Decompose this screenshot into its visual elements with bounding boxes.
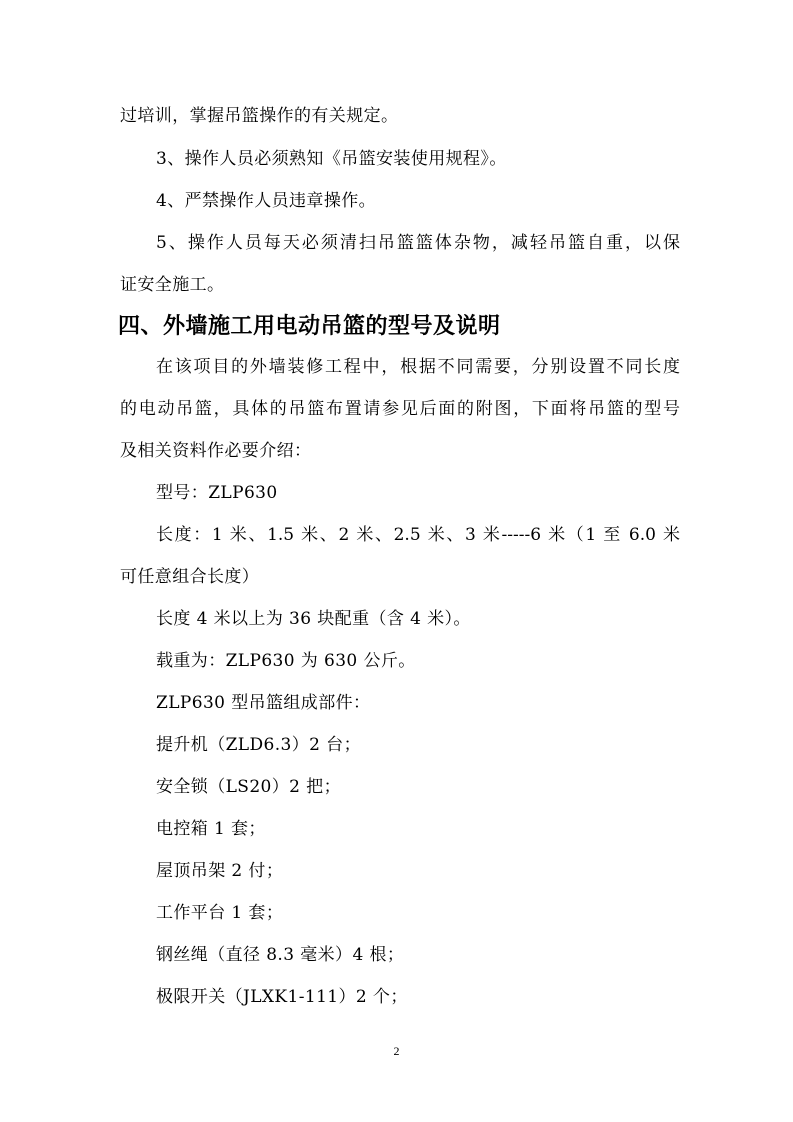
page-number: 2: [393, 1044, 400, 1058]
paragraph-line: 钢丝绳（直径 8.3 毫米）4 根；: [156, 945, 405, 965]
paragraph-line: 型号：ZLP630: [156, 483, 278, 503]
paragraph-line: 过培训，掌握吊篮操作的有关规定。: [120, 106, 399, 126]
paragraph-line: 3、操作人员必须熟知《吊篮安装使用规程》。: [156, 149, 507, 169]
paragraph-line: 在该项目的外墙装修工程中，根据不同需要，分别设置不同长度: [156, 357, 680, 377]
section-heading: 四、外墙施工用电动吊篮的型号及说明: [118, 314, 501, 339]
paragraph-line: 5、操作人员每天必须清扫吊篮篮体杂物，减轻吊篮自重，以保: [156, 233, 680, 253]
paragraph-line: 安全锁（LS20）2 把；: [156, 777, 341, 797]
paragraph-line: 证安全施工。: [120, 275, 225, 295]
paragraph-line: 屋顶吊架 2 付；: [156, 861, 284, 881]
paragraph-line: 极限开关（JLXK1-111）2 个；: [156, 987, 408, 1007]
paragraph-line: 提升机（ZLD6.3）2 台；: [156, 735, 361, 755]
paragraph-line: 电控箱 1 套；: [156, 819, 266, 839]
paragraph-line: ZLP630 型吊篮组成部件：: [156, 693, 371, 713]
paragraph-line: 工作平台 1 套；: [156, 903, 284, 923]
paragraph-line: 4、严禁操作人员违章操作。: [156, 191, 377, 211]
paragraph-line: 可任意组合长度）: [120, 567, 260, 587]
paragraph-line: 及相关资料作必要介绍：: [120, 441, 312, 461]
paragraph-line: 长度：1 米、1.5 米、2 米、2.5 米、3 米-----6 米（1 至 6.0 米: [156, 525, 680, 545]
paragraph-line: 的电动吊篮，具体的吊篮布置请参见后面的附图，下面将吊篮的型号: [120, 399, 680, 419]
paragraph-line: 长度 4 米以上为 36 块配重（含 4 米）。: [156, 609, 471, 629]
paragraph-line: 载重为：ZLP630 为 630 公斤。: [156, 651, 416, 671]
